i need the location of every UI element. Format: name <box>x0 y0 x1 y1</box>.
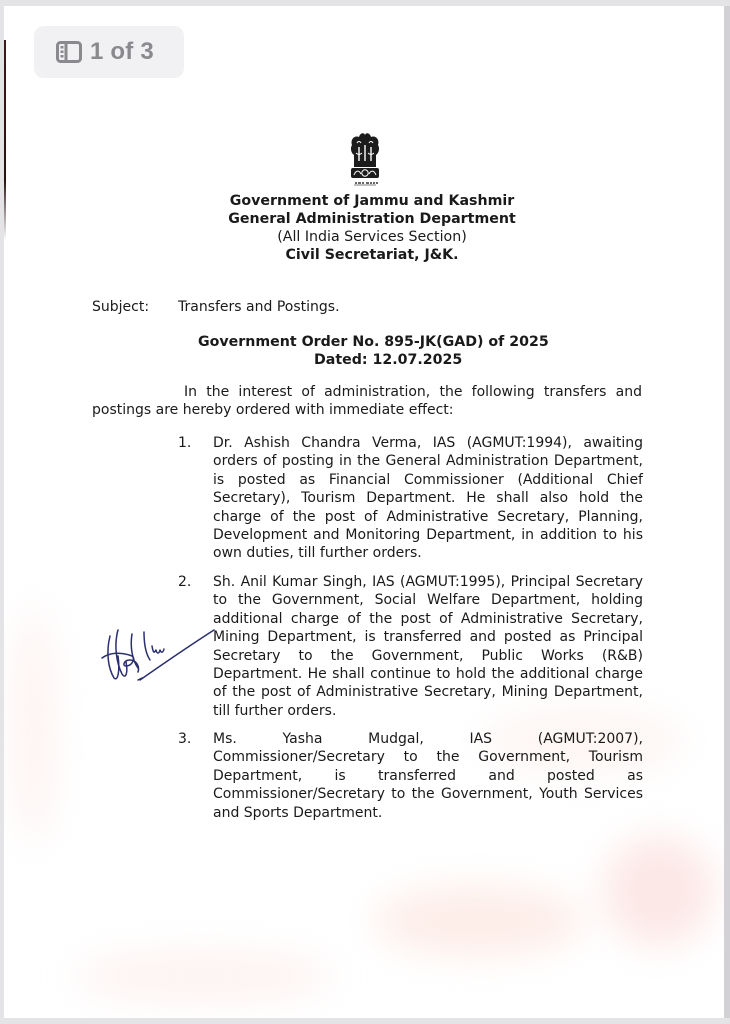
handwritten-signature-icon <box>96 622 226 688</box>
subject-value: Transfers and Postings. <box>178 299 340 315</box>
order-date: Dated: 12.07.2025 <box>314 352 463 368</box>
item-text: Ms. Yasha Mudgal, IAS (AGMUT:2007), Commissioner/Secretary to the Government, Tourism Department, is transferred and posted as Commissioner/Secretary to the Government, Youth Services and Sports Department. <box>213 731 643 821</box>
item-number: 2. <box>178 574 192 590</box>
order-item <box>178 434 643 563</box>
item-number: 1. <box>178 435 192 451</box>
state-emblem-icon <box>342 131 388 191</box>
header-secretariat: Civil Secretariat, J&K. <box>285 247 459 263</box>
page-counter-label: 1 of 3 <box>90 38 154 65</box>
page-counter-button[interactable] <box>34 26 184 78</box>
header-section: (All India Services Section) <box>277 229 467 245</box>
item-text: Dr. Ashish Chandra Verma, IAS (AGMUT:1994), awaiting orders of posting in the General Administration Department, is posted as Financial Commissioner (Additional Chief Secretary), Tourism Department. He shall also hold the charge of the post of Administrative Secretary, Planning, Development and Monitoring Department, in addition to his own duties, till further orders. <box>213 435 643 562</box>
header-government: Government of Jammu and Kashmir <box>229 193 515 209</box>
sidebar-panel-icon <box>56 41 82 63</box>
item-number: 3. <box>178 731 192 747</box>
order-number: Government Order No. 895-JK(GAD) of 2025 <box>198 334 549 350</box>
item-text: Sh. Anil Kumar Singh, IAS (AGMUT:1995), Principal Secretary to the Government, Social Welfare Department, holding additional charge of the post of Administrative Secretary, Mining Department, is transferred and posted as Principal Secretary to the Government, Public Works (R&B) Department. He shall continue to hold the additional charge of the post of Administrative Secretary, Mining Department, till further orders. <box>213 574 643 719</box>
header-department: General Administration Department <box>228 211 516 227</box>
intro-paragraph: In the interest of administration, the following transfers and postings are hereby ordered with immediate effect: <box>92 384 642 418</box>
order-item <box>178 730 643 822</box>
subject-label: Subject: <box>92 299 150 315</box>
order-item <box>178 573 643 720</box>
